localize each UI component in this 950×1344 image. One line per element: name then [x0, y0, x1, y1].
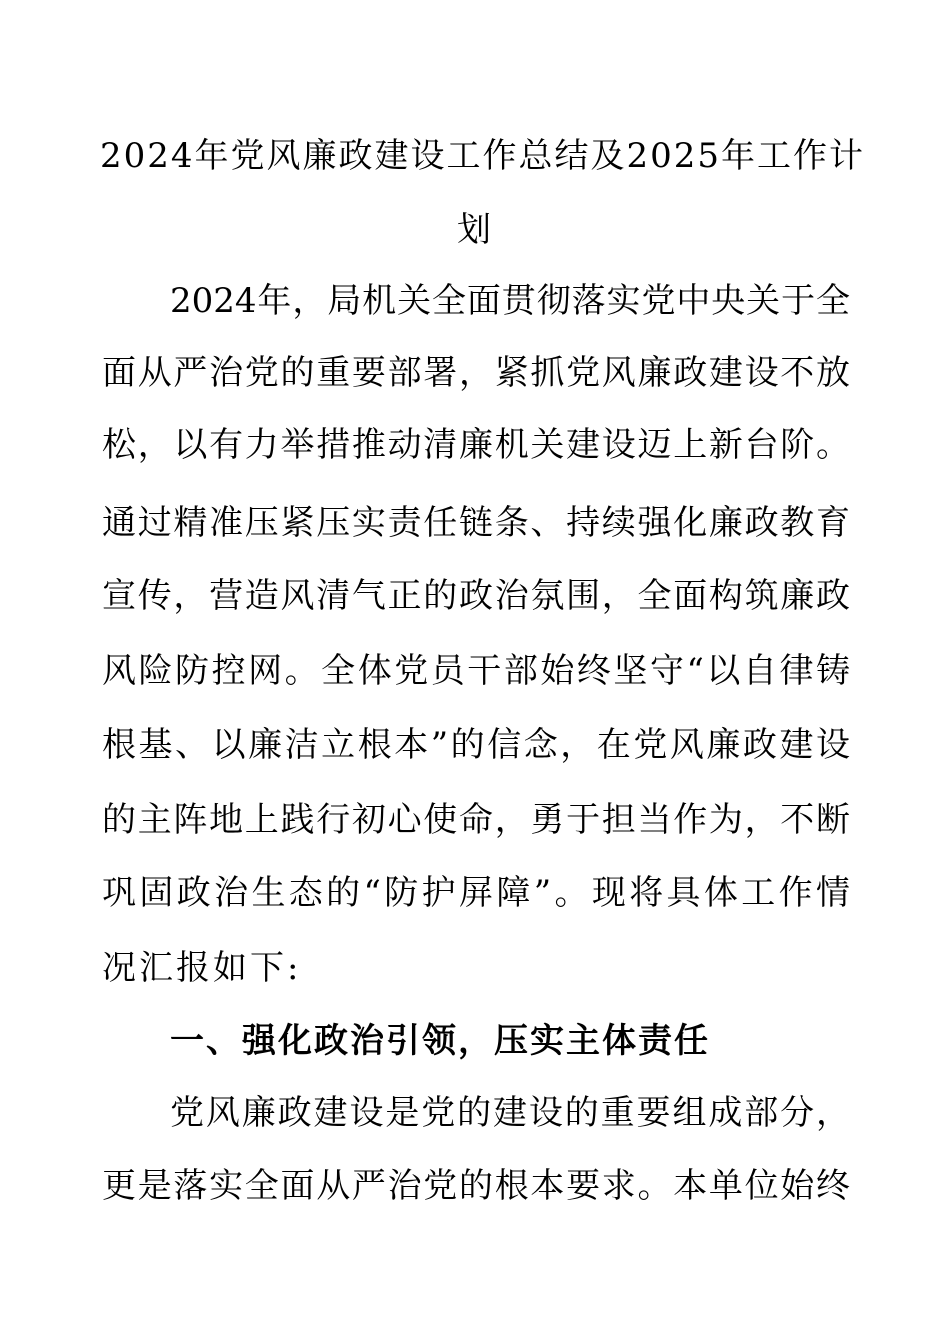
paragraph-1-line-9: 巩固政治生态的“防护屏障”。现将具体工作情 [102, 873, 850, 913]
section-1-heading: 一、强化政治引领，压实主体责任 [170, 1021, 710, 1061]
document-title-line-1: 2024年党风廉政建设工作总结及2025年工作计 [100, 136, 866, 176]
paragraph-1-line-2: 面从严治党的重要部署，紧抓党风廉政建设不放 [102, 353, 850, 393]
paragraph-1-line-5: 宣传，营造风清气正的政治氛围，全面构筑廉政 [102, 576, 850, 616]
paragraph-1-line-3: 松，以有力举措推动清廉机关建设迈上新台阶。 [102, 425, 850, 465]
paragraph-1-line-6: 风险防控网。全体党员干部始终坚守“以自律铸 [102, 651, 850, 691]
paragraph-1-line-4: 通过精准压紧压实责任链条、持续强化廉政教育 [102, 503, 850, 543]
document-title-line-2: 划 [457, 210, 493, 250]
paragraph-1-line-7: 根基、以廉洁立根本”的信念，在党风廉政建设 [102, 725, 850, 765]
paragraph-1-line-1: 2024年，局机关全面贯彻落实党中央关于全 [170, 281, 850, 321]
paragraph-2-line-2: 更是落实全面从严治党的根本要求。本单位始终 [102, 1166, 850, 1206]
paragraph-1-line-10: 况汇报如下: [102, 948, 302, 988]
paragraph-2-line-1: 党风廉政建设是党的建设的重要组成部分， [170, 1093, 850, 1133]
paragraph-1-line-8: 的主阵地上践行初心使命，勇于担当作为，不断 [102, 800, 850, 840]
